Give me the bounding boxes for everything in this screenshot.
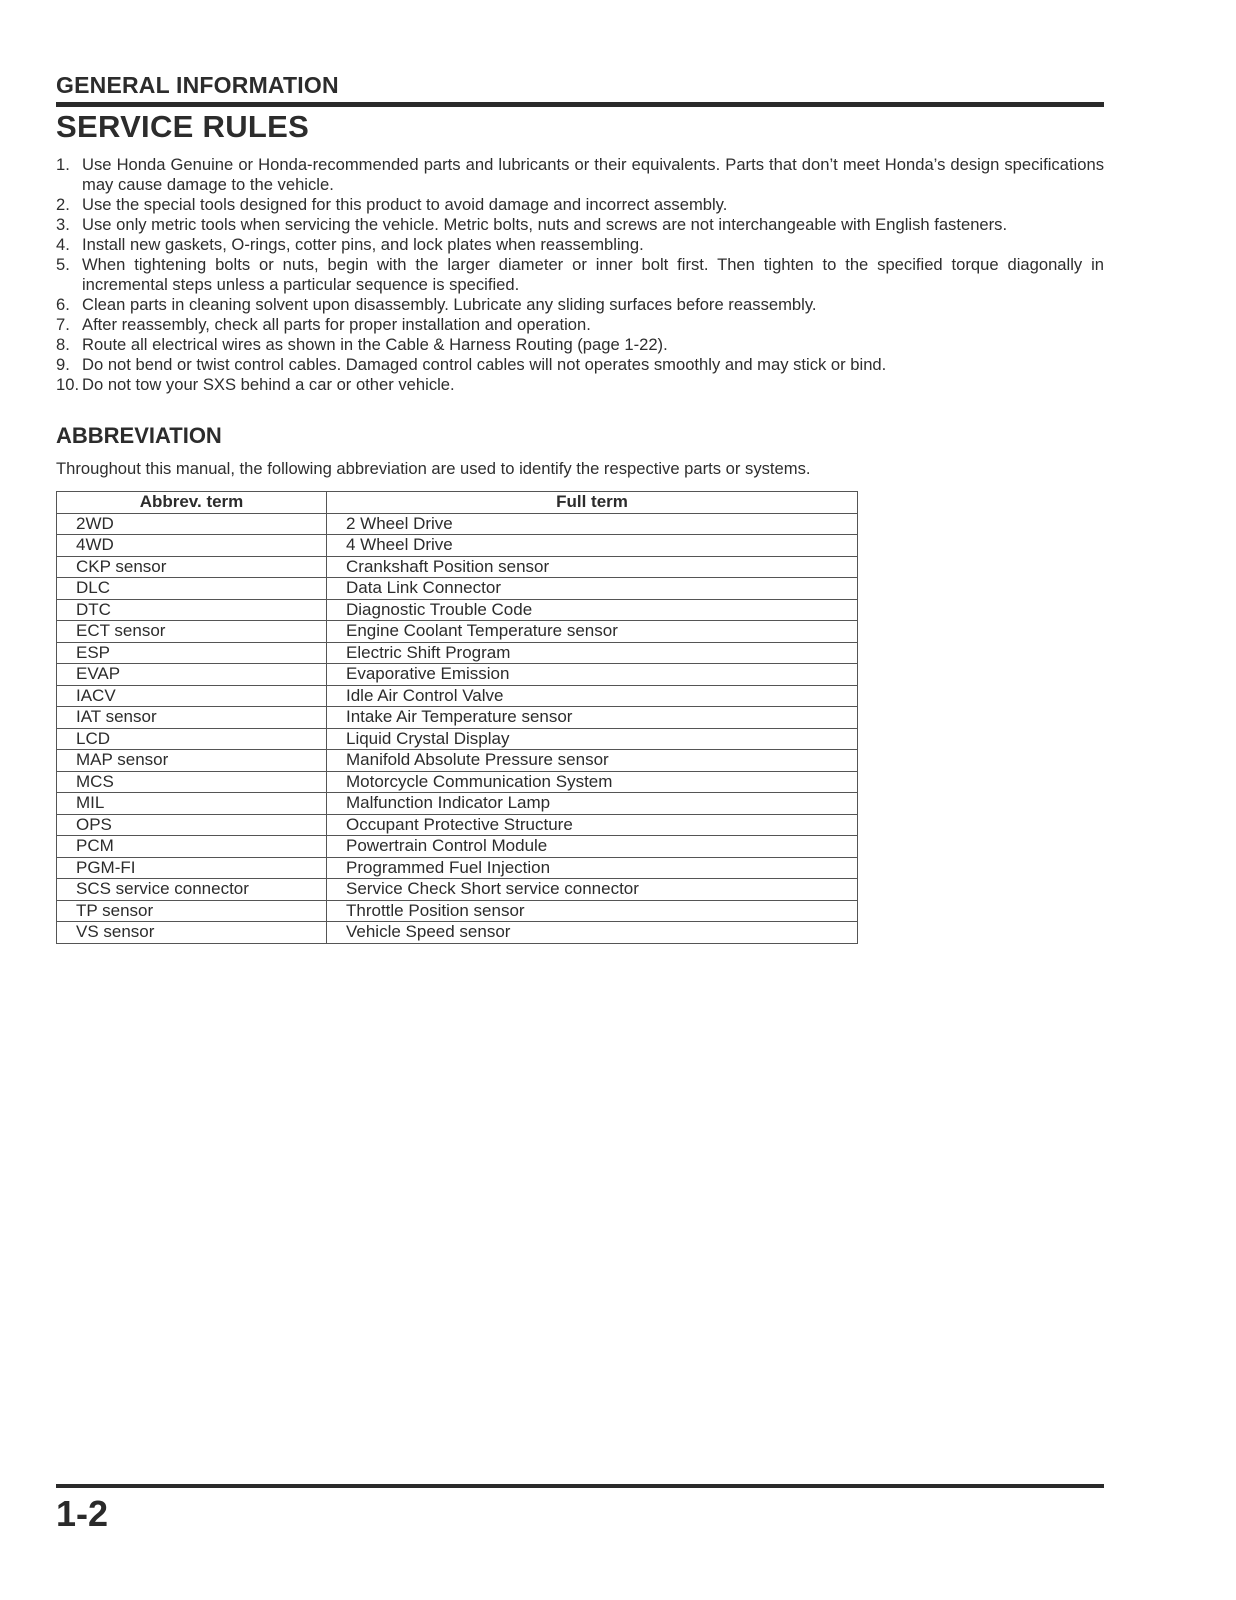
rule-item (56, 195, 1104, 215)
table-header-row (57, 492, 858, 514)
rule-text: When tightening bolts or nuts, begin with the larger diameter or inner bolt first. Then tighten to the specified torque diagonally in incremental steps unless a particular sequence is specified. (82, 255, 1104, 294)
full-term-cell: Diagnostic Trouble Code (327, 599, 858, 621)
rule-number: 5. (56, 255, 70, 274)
rule-item (56, 215, 1104, 235)
full-term-cell: Programmed Fuel Injection (327, 857, 858, 879)
rule-text: Do not tow your SXS behind a car or other vehicle. (82, 375, 455, 394)
table-row (57, 556, 858, 578)
rule-number: 7. (56, 315, 70, 334)
full-term-cell: Engine Coolant Temperature sensor (327, 621, 858, 643)
abbrev-cell: MAP sensor (57, 750, 327, 772)
abbrev-cell: 2WD (57, 513, 327, 535)
table-row (57, 513, 858, 535)
rule-text: Use only metric tools when servicing the vehicle. Metric bolts, nuts and screws are not interchangeable with English fasteners. (82, 215, 1008, 234)
column-header-full: Full term (327, 492, 858, 514)
rule-item (56, 255, 1104, 295)
abbrev-cell: SCS service connector (57, 879, 327, 901)
table-row (57, 535, 858, 557)
table-row (57, 685, 858, 707)
rule-number: 8. (56, 335, 70, 354)
table-row (57, 900, 858, 922)
rule-item (56, 375, 1104, 395)
full-term-cell: 4 Wheel Drive (327, 535, 858, 557)
table-row (57, 922, 858, 944)
full-term-cell: Electric Shift Program (327, 642, 858, 664)
full-term-cell: Motorcycle Communication System (327, 771, 858, 793)
rule-number: 4. (56, 235, 70, 254)
abbreviation-intro: Throughout this manual, the following abbreviation are used to identify the respective parts or systems. (56, 459, 811, 478)
abbrev-cell: MCS (57, 771, 327, 793)
full-term-cell: Vehicle Speed sensor (327, 922, 858, 944)
table-row (57, 642, 858, 664)
table-row (57, 707, 858, 729)
service-rules-list (56, 155, 1104, 395)
rule-number: 3. (56, 215, 70, 234)
abbrev-cell: LCD (57, 728, 327, 750)
abbrev-cell: IAT sensor (57, 707, 327, 729)
full-term-cell: Throttle Position sensor (327, 900, 858, 922)
rule-item (56, 295, 1104, 315)
full-term-cell: Idle Air Control Valve (327, 685, 858, 707)
rule-number: 10. (56, 375, 80, 394)
header-rule (56, 102, 1104, 107)
full-term-cell: Intake Air Temperature sensor (327, 707, 858, 729)
rule-text: Clean parts in cleaning solvent upon disassembly. Lubricate any sliding surfaces before reassembly. (82, 295, 817, 314)
table-row (57, 879, 858, 901)
abbrev-cell: OPS (57, 814, 327, 836)
abbrev-cell: ECT sensor (57, 621, 327, 643)
abbrev-cell: IACV (57, 685, 327, 707)
full-term-cell: Occupant Protective Structure (327, 814, 858, 836)
abbreviation-table (56, 491, 858, 944)
table-row (57, 836, 858, 858)
column-header-abbrev: Abbrev. term (57, 492, 327, 514)
full-term-cell: Liquid Crystal Display (327, 728, 858, 750)
full-term-cell: Evaporative Emission (327, 664, 858, 686)
rule-text: Use the special tools designed for this product to avoid damage and incorrect assembly. (82, 195, 728, 214)
abbrev-cell: 4WD (57, 535, 327, 557)
rule-item (56, 155, 1104, 195)
rule-number: 9. (56, 355, 70, 374)
rule-item (56, 235, 1104, 255)
abbrev-cell: TP sensor (57, 900, 327, 922)
full-term-cell: Crankshaft Position sensor (327, 556, 858, 578)
table-row (57, 793, 858, 815)
table-row (57, 728, 858, 750)
full-term-cell: 2 Wheel Drive (327, 513, 858, 535)
full-term-cell: Data Link Connector (327, 578, 858, 600)
abbreviation-heading: ABBREVIATION (56, 423, 222, 448)
table-row (57, 814, 858, 836)
abbrev-cell: PCM (57, 836, 327, 858)
full-term-cell: Manifold Absolute Pressure sensor (327, 750, 858, 772)
rule-number: 6. (56, 295, 70, 314)
rule-number: 2. (56, 195, 70, 214)
rule-text: Do not bend or twist control cables. Damaged control cables will not operates smoothly and may stick or bind. (82, 355, 887, 374)
rule-item (56, 355, 1104, 375)
table-row (57, 621, 858, 643)
table-row (57, 750, 858, 772)
rule-number: 1. (56, 155, 70, 174)
rule-text: Use Honda Genuine or Honda-recommended parts and lubricants or their equivalents. Parts that don’t meet Honda’s design specifications may cause damage to the vehicle. (82, 155, 1104, 194)
abbrev-cell: PGM-FI (57, 857, 327, 879)
full-term-cell: Powertrain Control Module (327, 836, 858, 858)
abbrev-cell: CKP sensor (57, 556, 327, 578)
section-title: GENERAL INFORMATION (56, 72, 339, 98)
rule-text: Install new gaskets, O-rings, cotter pins, and lock plates when reassembling. (82, 235, 644, 254)
abbrev-cell: DLC (57, 578, 327, 600)
table-row (57, 857, 858, 879)
page-number: 1-2 (56, 1493, 109, 1534)
table-row (57, 664, 858, 686)
abbrev-cell: ESP (57, 642, 327, 664)
table-row (57, 578, 858, 600)
table-row (57, 771, 858, 793)
section-header (56, 72, 1104, 107)
rule-text: Route all electrical wires as shown in the Cable & Harness Routing (page 1-22). (82, 335, 668, 354)
full-term-cell: Malfunction Indicator Lamp (327, 793, 858, 815)
rule-item (56, 315, 1104, 335)
abbrev-cell: MIL (57, 793, 327, 815)
table-row (57, 599, 858, 621)
abbrev-cell: DTC (57, 599, 327, 621)
abbrev-cell: VS sensor (57, 922, 327, 944)
footer-rule (56, 1484, 1104, 1488)
page-heading: SERVICE RULES (56, 109, 310, 144)
abbrev-cell: EVAP (57, 664, 327, 686)
full-term-cell: Service Check Short service connector (327, 879, 858, 901)
rule-text: After reassembly, check all parts for proper installation and operation. (82, 315, 591, 334)
rule-item (56, 335, 1104, 355)
